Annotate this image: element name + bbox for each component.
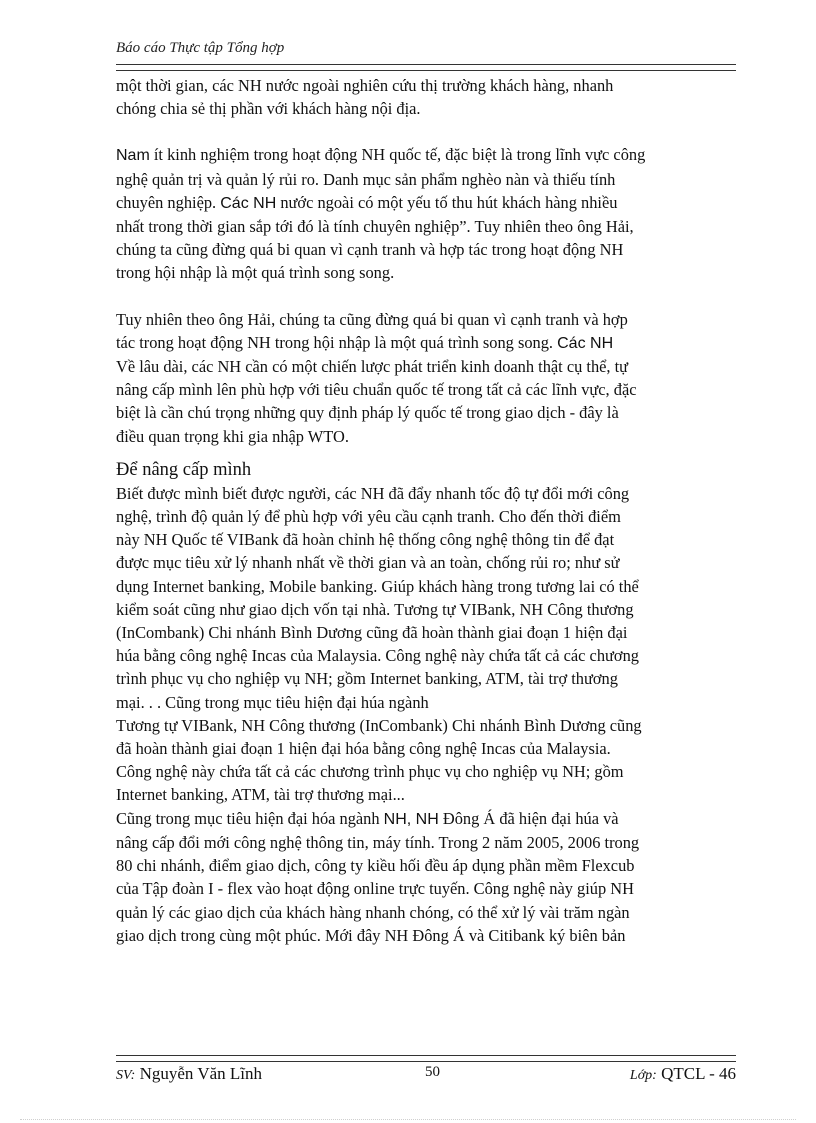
footer-student [116,1064,262,1084]
text-line: tác trong hoạt động NH trong hội nhập là một quá trình song song. [116,332,558,352]
paragraph-2 [116,143,738,284]
text-line: Tương tự VIBank, NH Công thương (InCombank) Chi nhánh Bình Dương cũng [116,715,642,735]
text-line: Về lâu dài, các NH cần có một chiến lược phát triển kinh doanh thật cụ thể, tự [116,357,629,377]
text-line: ít kinh nghiệm trong hoạt động NH quốc tế, đặc biệt là trong lĩnh vực công [149,145,646,165]
class-label: Lớp: [629,1068,657,1083]
text-line: biệt là cần chú trọng những quy định pháp lý quốc tế trong giao dịch - đây là [116,403,619,423]
text-line: của Tập đoàn I - flex vào hoạt động online trực tuyến. Công nghệ này giúp NH [116,879,634,899]
text-line: này NH Quốc tế VIBank đã hoàn chỉnh hệ thống công nghệ thông tin để đạt [116,530,615,550]
student-name: Nguyễn Văn Lĩnh [139,1064,263,1083]
student-label: SV: [116,1068,136,1083]
inline-sans-text: Các NH [557,334,614,352]
text-line: (InCombank) Chi nhánh Bình Dương cũng đã hoàn thành giai đoạn 1 hiện đại [116,623,628,643]
footer-double-rule [116,1055,736,1062]
text-line: đã hoàn thành giai đoạn 1 hiện đại hóa bằng công nghệ Incas của Malaysia. [116,739,611,759]
text-line: chúng ta cũng đừng quá bi quan vì cạnh tranh và hợp tác trong hoạt động NH [116,240,624,260]
text-line: nghệ quản trị và quản lý rủi ro. Danh mục sản phẩm nghèo nàn và thiếu tính [116,169,616,189]
text-line: Internet banking, ATM, tài trợ thương mại... [116,785,405,805]
paragraph-1 [116,74,738,120]
text-line: điều quan trọng khi gia nhập WTO. [116,426,349,446]
text-line: dụng Internet banking, Mobile banking. Giúp khách hàng trong tương lai có thể [116,576,639,596]
inline-sans-text: NH, NH [383,810,439,828]
text-line: chuyên nghiệp. [116,192,221,212]
text-line: trình phục vụ cho nghiệp vụ NH; gồm Internet banking, ATM, tài trợ thương [116,669,618,689]
text-line: Cũng trong mục tiêu hiện đại hóa ngành [116,808,384,828]
text-line: húa bằng công nghệ Incas của Malaysia. Công nghệ này chứa tất cả các chương [116,646,639,666]
text-line: nâng cấp đổi mới công nghệ thông tin, máy tính. Trong 2 năm 2005, 2006 trong [116,832,640,852]
inline-sans-text: Các NH [220,194,277,212]
text-line: quản lý các giao dịch của khách hàng nhanh chóng, có thể xử lý vài trăm ngàn [116,902,630,922]
text-line: trong hội nhập là một quá trình song song. [116,263,395,283]
header-double-rule [116,64,736,71]
text-line: chóng chia sẻ thị phần với khách hàng nội địa. [116,99,421,119]
body-text [116,74,738,947]
section-body [116,482,738,947]
text-line: Biết được mình biết được người, các NH đã đẩy nhanh tốc độ tự đổi mới công [116,483,630,503]
text-line: 80 chi nhánh, điểm giao dịch, công ty kiều hối đều áp dụng phần mềm Flexcub [116,856,635,876]
text-line: Công nghệ này chứa tất cả các chương trình phục vụ cho nghiệp vụ NH; gồm [116,762,624,782]
text-line: được mục tiêu xử lý nhanh nhất về thời gian và an toàn, chống rủi ro; như sử [116,553,620,573]
section-heading: Để nâng cấp mình [116,459,252,480]
text-line: nước ngoài có một yếu tố thu hút khách hàng nhiều [276,192,618,212]
footer-class [630,1064,736,1084]
page-edge-dotted-line [20,1119,796,1120]
text-line: nhất trong thời gian sắp tới đó là tính chuyên nghiệp”. Tuy nhiên theo ông Hải, [116,217,634,237]
text-line-lead: Nam [116,147,150,165]
text-line: Đông Á đã hiện đại húa và [438,808,619,828]
text-line: Tuy nhiên theo ông Hải, chúng ta cũng đừng quá bi quan vì cạnh tranh và hợp [116,309,628,329]
text-line: giao dịch trong cùng một phúc. Mới đây NH Đông Á và Citibank ký biên bản [116,925,626,945]
paragraph-3 [116,308,738,448]
running-header: Báo cáo Thực tập Tổng hợp [116,40,285,56]
text-line: kiểm soát cũng như giao dịch vốn tại nhà. Tương tự VIBank, NH Công thương [116,599,634,619]
class-name: QTCL - 46 [661,1064,736,1083]
text-line: nâng cấp mình lên phù hợp với tiêu chuẩn quốc tế trong tất cả các lĩnh vực, đặc [116,380,637,400]
text-line: một thời gian, các NH nước ngoài nghiên cứu thị trường khách hàng, nhanh [116,76,614,95]
text-line: mại. . . Cũng trong mục tiêu hiện đại húa ngành [116,692,429,712]
text-line: nghệ, trình độ quản lý để phù hợp với yêu cầu cạnh tranh. Cho đến thời điểm [116,507,621,527]
page-footer [116,1064,736,1088]
page-number: 50 [425,1064,440,1080]
